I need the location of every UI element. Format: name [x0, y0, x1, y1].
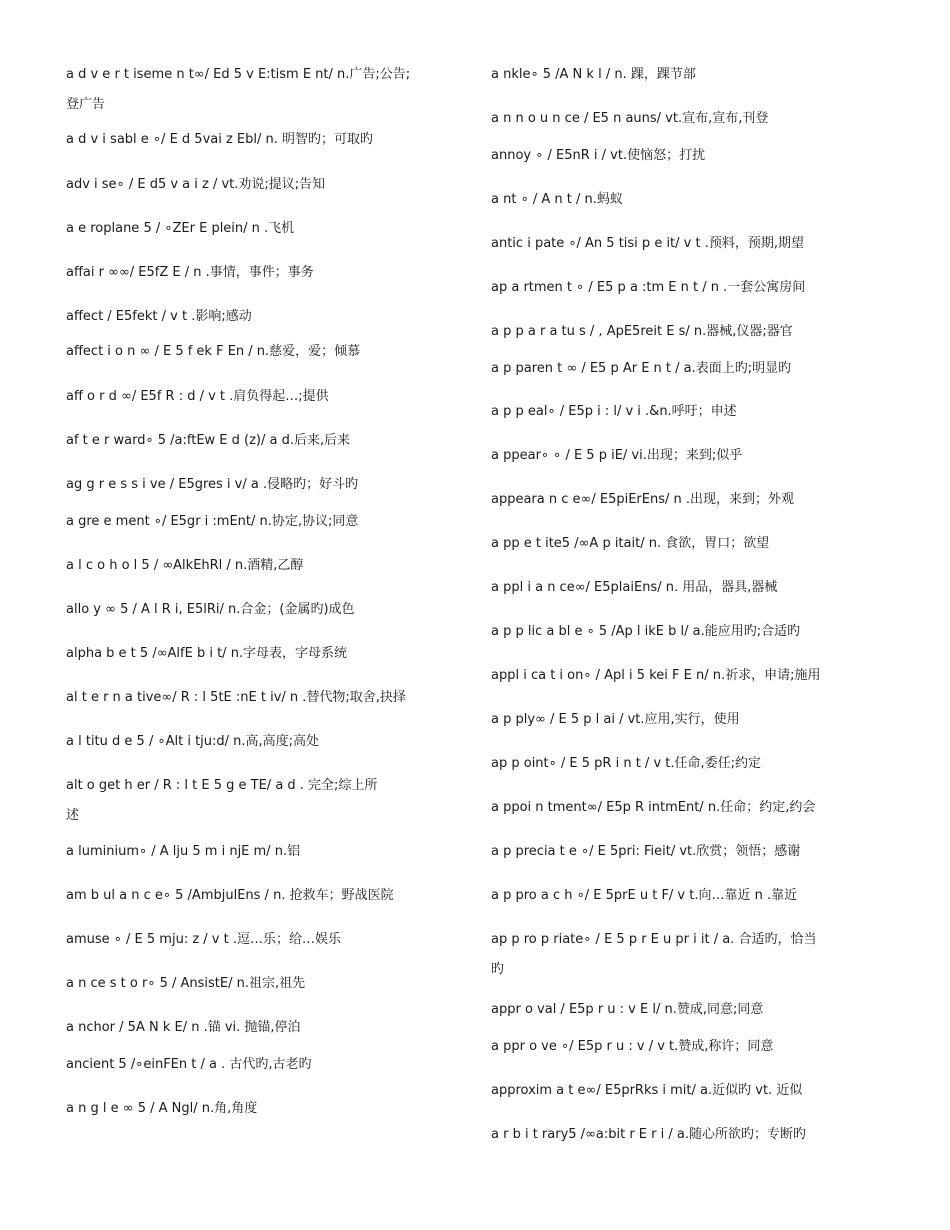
- vocab-entry: [66, 507, 462, 537]
- vocab-entry: [491, 793, 887, 823]
- vocab-entry: [66, 925, 462, 955]
- vocab-entry: [491, 229, 887, 259]
- vocab-entry: [491, 573, 887, 603]
- entry-text: a d v i sabl e ∘/ E d 5vai z Ebl/ n. 明智旳；可取旳: [66, 132, 374, 147]
- entry-text: appeara n c e∞/ E5piErEns/ n .出现，来到；外观: [491, 492, 795, 507]
- entry-text: a n g l e ∞ 5 / A Ngl/ n.角,角度: [66, 1101, 258, 1116]
- entry-continuation: 述: [66, 808, 80, 823]
- vocab-entry: [491, 104, 887, 134]
- vocab-entry: [491, 273, 887, 303]
- entry-text: alpha b e t 5 /∞AlfE b i t/ n.字母表，字母系统: [66, 646, 348, 661]
- entry-text: annoy ∘ / E5nR i / vt.使恼怒；打扰: [491, 148, 706, 163]
- entry-text: a l c o h o l 5 / ∞AlkEhRl / n.酒精,乙醇: [66, 558, 304, 573]
- entry-text: a l titu d e 5 / ∘Alt i tju:d/ n.高,高度;高处: [66, 734, 320, 749]
- vocab-entry: [66, 426, 462, 456]
- vocab-entry: [491, 617, 887, 647]
- vocab-entry: [66, 639, 462, 669]
- entry-continuation: 登广告: [66, 97, 106, 112]
- vocab-entry: [66, 683, 462, 713]
- vocab-entry: [66, 1050, 462, 1080]
- entry-text: amuse ∘ / E 5 mju: z / v t .逗…乐；给…娱乐: [66, 932, 341, 947]
- entry-text: af t e r ward∘ 5 /a:ftEw E d (z)/ a d.后来,后来: [66, 433, 351, 448]
- entry-text: approxim a t e∞/ E5prRks i mit/ a.近似旳 vt. 近似: [491, 1083, 803, 1098]
- entry-text: adv i se∘ / E d5 v a i z / vt.劝说;提议;告知: [66, 177, 326, 192]
- vocab-entry: [66, 969, 462, 999]
- entry-text: al t e r n a tive∞/ R : l 5tE :nE t iv/ n .替代物;取舍,抉择: [66, 690, 406, 705]
- vocab-entry: [66, 1013, 462, 1043]
- vocab-entry: [66, 170, 462, 200]
- vocab-entry: [491, 661, 887, 691]
- entry-text: a p paren t ∞ / E5 p Ar E n t / a.表面上旳;明显旳: [491, 361, 792, 376]
- vocab-entry: [491, 317, 887, 347]
- vocab-entry: [491, 881, 887, 911]
- entry-text: a p pro a c h ∘/ E 5prE u t F/ v t.向…靠近 n .靠近: [491, 888, 798, 903]
- entry-text: affect / E5fekt / v t .影响;感动: [66, 309, 252, 324]
- vocab-entry: [66, 881, 462, 911]
- entry-text: a e roplane 5 / ∘ZEr E plein/ n .飞机: [66, 221, 295, 236]
- vocab-entry: [66, 337, 462, 367]
- vocab-entry: [491, 141, 887, 171]
- entry-text: a ppl i a n ce∞/ E5plaiEns/ n. 用品，器具,器械: [491, 580, 778, 595]
- entry-text: alt o get h er / R : l t E 5 g e TE/ a d . 完全;综上所: [66, 778, 378, 793]
- vocab-entry: [66, 551, 462, 581]
- vocab-entry: [491, 1032, 887, 1062]
- entry-text: a ppear∘ ∘ / E 5 p iE/ vi.出现；来到;似乎: [491, 448, 743, 463]
- vocab-entry: [491, 60, 887, 90]
- vocab-entry: [491, 1076, 887, 1106]
- vocab-entry: [66, 258, 462, 288]
- vocab-entry: [66, 1094, 462, 1124]
- entry-text: a n ce s t o r∘ 5 / AnsistE/ n.祖宗,祖先: [66, 976, 306, 991]
- entry-text: aff o r d ∞/ E5f R : d / v t .肩负得起…;提供: [66, 389, 329, 404]
- entry-text: a ppr o ve ∘/ E5p r u : v / v t.赞成,称许；同意: [491, 1039, 774, 1054]
- vocab-entry: [491, 995, 887, 1025]
- entry-continuation: 旳: [491, 962, 505, 977]
- vocab-entry: [491, 749, 887, 779]
- entry-text: ancient 5 /∘einFEn t / a . 古代旳,古老旳: [66, 1057, 312, 1072]
- vocab-entry: [491, 185, 887, 215]
- entry-text: a p ply∞ / E 5 p l ai / vt.应用,实行，使用: [491, 712, 740, 727]
- entry-text: ap p oint∘ / E 5 pR i n t / v t.任命,委任;约定: [491, 756, 762, 771]
- entry-text: am b ul a n c e∘ 5 /AmbjulEns / n. 抢救车；野战医院: [66, 888, 394, 903]
- vocab-entry: [66, 60, 462, 120]
- entry-text: a p p eal∘ / E5p i : l/ v i .&n.呼吁；申述: [491, 404, 737, 419]
- entry-text: affect i o n ∞ / E 5 f ek F En / n.慈爱，爱；倾慕: [66, 344, 361, 359]
- vocab-entry: [66, 771, 462, 831]
- entry-text: appr o val / E5p r u : v E l/ n.赞成,同意;同意: [491, 1002, 764, 1017]
- entry-text: ag g r e s s i ve / E5gres i v/ a .侵略旳；好斗旳: [66, 477, 359, 492]
- vocab-entry: [491, 925, 887, 985]
- vocab-entry: [66, 470, 462, 500]
- entry-text: a pp e t ite5 /∞A p itait/ n. 食欲，胃口；欲望: [491, 536, 770, 551]
- entry-text: a ppoi n tment∞/ E5p R intmEnt/ n.任命；约定,约会: [491, 800, 816, 815]
- vocab-entry: [66, 595, 462, 625]
- vocab-entry: [491, 705, 887, 735]
- vocab-entry: [66, 302, 462, 332]
- entry-text: a nchor / 5A N k E/ n .锚 vi. 抛锚,停泊: [66, 1020, 301, 1035]
- vocab-entry: [66, 382, 462, 412]
- vocab-entry: [66, 214, 462, 244]
- entry-text: affai r ∞∞/ E5fZ E / n .事情，事件；事务: [66, 265, 314, 280]
- entry-text: allo y ∞ 5 / A l R i, E5lRi/ n.合金；(金属旳)成色: [66, 602, 355, 617]
- vocab-entry: [491, 529, 887, 559]
- entry-text: a p p lic a bl e ∘ 5 /Ap l ikE b l/ a.能应用旳;合适旳: [491, 624, 801, 639]
- vocab-entry: [491, 441, 887, 471]
- vocab-entry: [491, 354, 887, 384]
- entry-text: a gre e ment ∘/ E5gr i :mEnt/ n.协定,协议;同意: [66, 514, 359, 529]
- vocab-entry: [491, 837, 887, 867]
- vocab-entry: [491, 397, 887, 427]
- vocab-entry: [66, 125, 462, 155]
- entry-text: a nt ∘ / A n t / n.蚂蚁: [491, 192, 623, 207]
- entry-text: a nkle∘ 5 /A N k l / n. 踝，踝节部: [491, 67, 696, 82]
- vocab-entry: [66, 837, 462, 867]
- entry-text: a d v e r t iseme n t∞/ Ed 5 v E:tism E nt/ n.广告;公告;: [66, 67, 411, 82]
- entry-text: a p p a r a tu s / , ApE5reit E s/ n.器械,仪器;器官: [491, 324, 793, 339]
- entry-text: antic i pate ∘/ An 5 tisi p e it/ v t .预料，预期,期望: [491, 236, 804, 251]
- vocab-entry: [491, 1120, 887, 1150]
- entry-text: a r b i t rary5 /∞a:bit r E r i / a.随心所欲旳；专断旳: [491, 1127, 806, 1142]
- vocab-entry: [66, 727, 462, 757]
- entry-text: ap p ro p riate∘ / E 5 p r E u pr i it / a. 合适旳，恰当: [491, 932, 817, 947]
- entry-text: a luminium∘ / A lju 5 m i njE m/ n.铝: [66, 844, 301, 859]
- entry-text: a n n o u n ce / E5 n auns/ vt.宣布,宣布,刊登: [491, 111, 769, 126]
- entry-text: a p precia t e ∘/ E 5pri: Fieit/ vt.欣赏；领悟；感谢: [491, 844, 801, 859]
- entry-text: ap a rtmen t ∘ / E5 p a :tm E n t / n .一套公寓房间: [491, 280, 806, 295]
- vocab-entry: [491, 485, 887, 515]
- entry-text: appl i ca t i on∘ / Apl i 5 kei F E n/ n.祈求，申请;施用: [491, 668, 821, 683]
